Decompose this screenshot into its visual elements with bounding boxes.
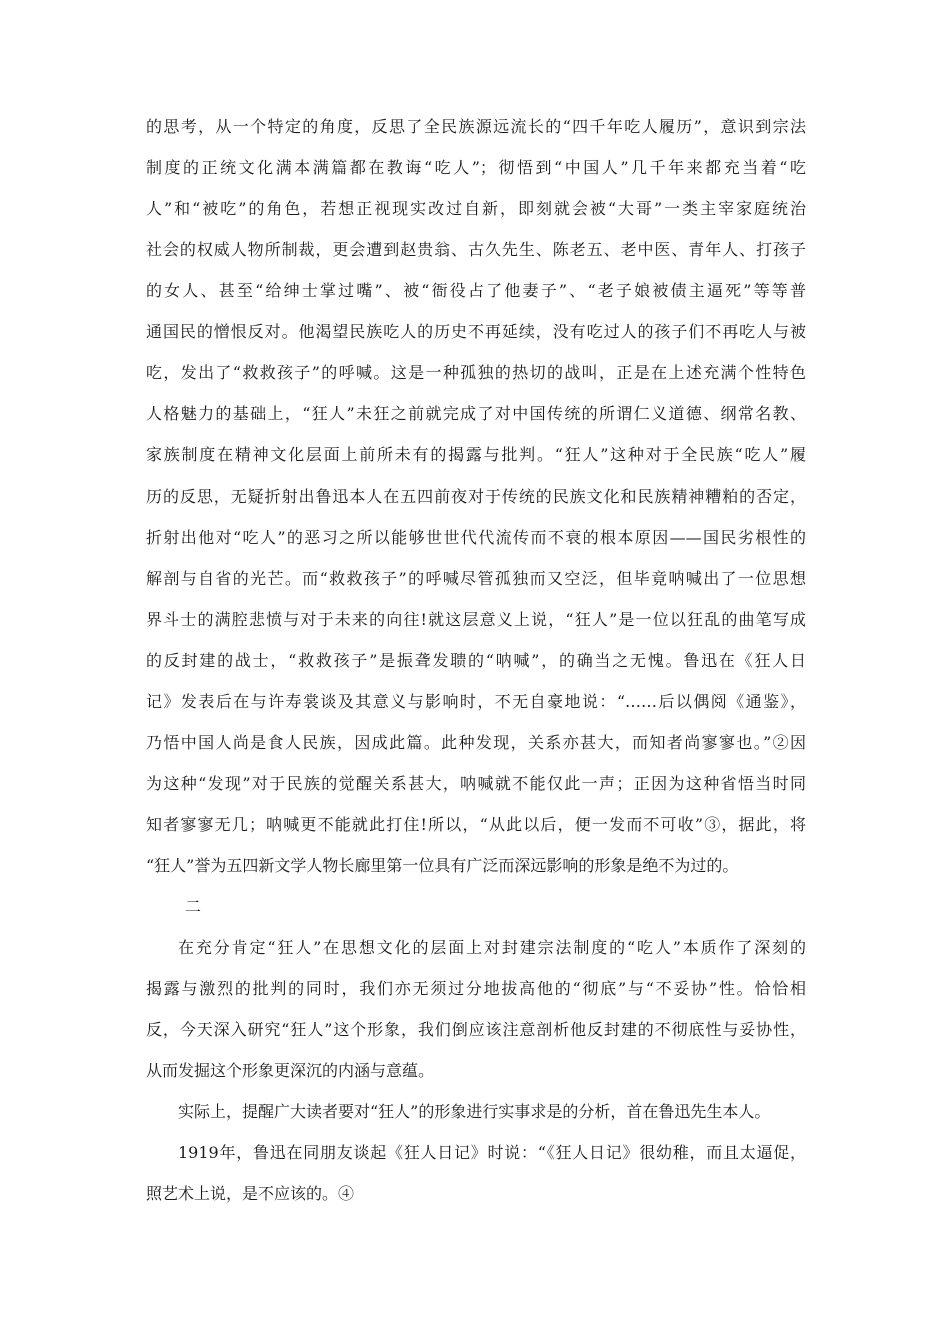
paragraph-1-line: 历的反思，无疑折射出鲁迅本人在五四前夜对于传统的民族文化和民族精神糟粕的否定，	[146, 487, 806, 506]
paragraph-1-line: 知者寥寥无几；呐喊更不能就此打住!所以，“从此以后，便一发而不可收”③，据此，将	[146, 815, 806, 834]
paragraph-1-line: 界斗士的满腔悲愤与对于未来的向往!就这层意义上说，“狂人”是一位以狂乱的曲笔写成	[146, 610, 806, 629]
paragraph-1-line: 人格魅力的基础上，“狂人”未狂之前就完成了对中国传统的所谓仁义道德、纲常名教、	[146, 404, 806, 423]
paragraph-1-line: “狂人”誉为五四新文学人物长廊里第一位具有广泛而深远影响的形象是绝不为过的。	[146, 856, 739, 875]
paragraph-1-line: 解剖与自省的光芒。而“救救孩子”的呼喊尽管孤独而又空泛，但毕竟呐喊出了一位思想	[146, 569, 806, 588]
paragraph-2-line: 从而发掘这个形象更深沉的内涵与意蕴。	[146, 1061, 435, 1080]
paragraph-4-line: 照艺术上说，是不应该的。④	[146, 1184, 355, 1203]
paragraph-1-line: 的女人、甚至“给绅士掌过嘴”、被“衙役占了他妻子”、“老子娘被债主逼死”等等普	[146, 281, 806, 300]
paragraph-1-line: 记》发表后在与许寿裳谈及其意义与影响时，不无自豪地说：“……后以偶阅《通鉴》，	[146, 692, 806, 711]
paragraph-1-line: 通国民的憎恨反对。他渴望民族吃人的历史不再延续，没有吃过人的孩子们不再吃人与被	[146, 322, 806, 341]
paragraph-4-line: 1919年，鲁迅在同朋友谈起《狂人日记》时说：“《狂人日记》很幼稚，而且太逼促，	[178, 1143, 806, 1162]
paragraph-1-line: 折射出他对“吃人”的恶习之所以能够世世代代流传而不衰的根本原因——国民劣根性的	[146, 528, 806, 547]
paragraph-2-line: 揭露与激烈的批判的同时，我们亦无须过分地拔高他的“彻底”与“不妥协”性。恰恰相	[146, 979, 806, 998]
paragraph-1-line: 吃，发出了“救救孩子”的呼喊。这是一种孤独的热切的战叫，正是在上述充满个性特色	[146, 363, 806, 382]
paragraph-1-line: 为这种“发现”对于民族的觉醒关系甚大，呐喊就不能仅此一声；正因为这种省悟当时同	[146, 774, 806, 793]
paragraph-1-line: 人”和“被吃”的角色，若想正视现实改过自新，即刻就会被“大哥”一类主宰家庭统治	[146, 199, 806, 218]
paragraph-3-line: 实际上，提醒广大读者要对“狂人”的形象进行实事求是的分析，首在鲁迅先生本人。	[178, 1102, 771, 1121]
paragraph-2-line: 在充分肯定“狂人”在思想文化的层面上对封建宗法制度的“吃人”本质作了深刻的	[178, 938, 806, 957]
paragraph-1-line: 家族制度在精神文化层面上前所未有的揭露与批判。“狂人”这种对于全民族“吃人”履	[146, 445, 806, 464]
section-heading: 二	[185, 897, 202, 916]
paragraph-1-line: 的反封建的战士，“救救孩子”是振聋发聩的“呐喊”，的确当之无愧。鲁迅在《狂人日	[146, 651, 806, 670]
paragraph-1-line: 乃悟中国人尚是食人民族，因成此篇。此种发现，关系亦甚大，而知者尚寥寥也。”②因	[146, 733, 806, 752]
paragraph-1-line: 制度的正统文化满本满篇都在教诲“吃人”；彻悟到“中国人”几千年来都充当着“吃	[146, 158, 806, 177]
paragraph-1-line: 社会的权威人物所制裁，更会遭到赵贵翁、古久先生、陈老五、老中医、青年人、打孩子	[146, 240, 806, 259]
paragraph-1-line: 的思考，从一个特定的角度，反思了全民族源远流长的“四千年吃人履历”，意识到宗法	[146, 117, 806, 136]
paragraph-2-line: 反，今天深入研究“狂人”这个形象，我们倒应该注意剖析他反封建的不彻底性与妥协性，	[146, 1020, 806, 1039]
